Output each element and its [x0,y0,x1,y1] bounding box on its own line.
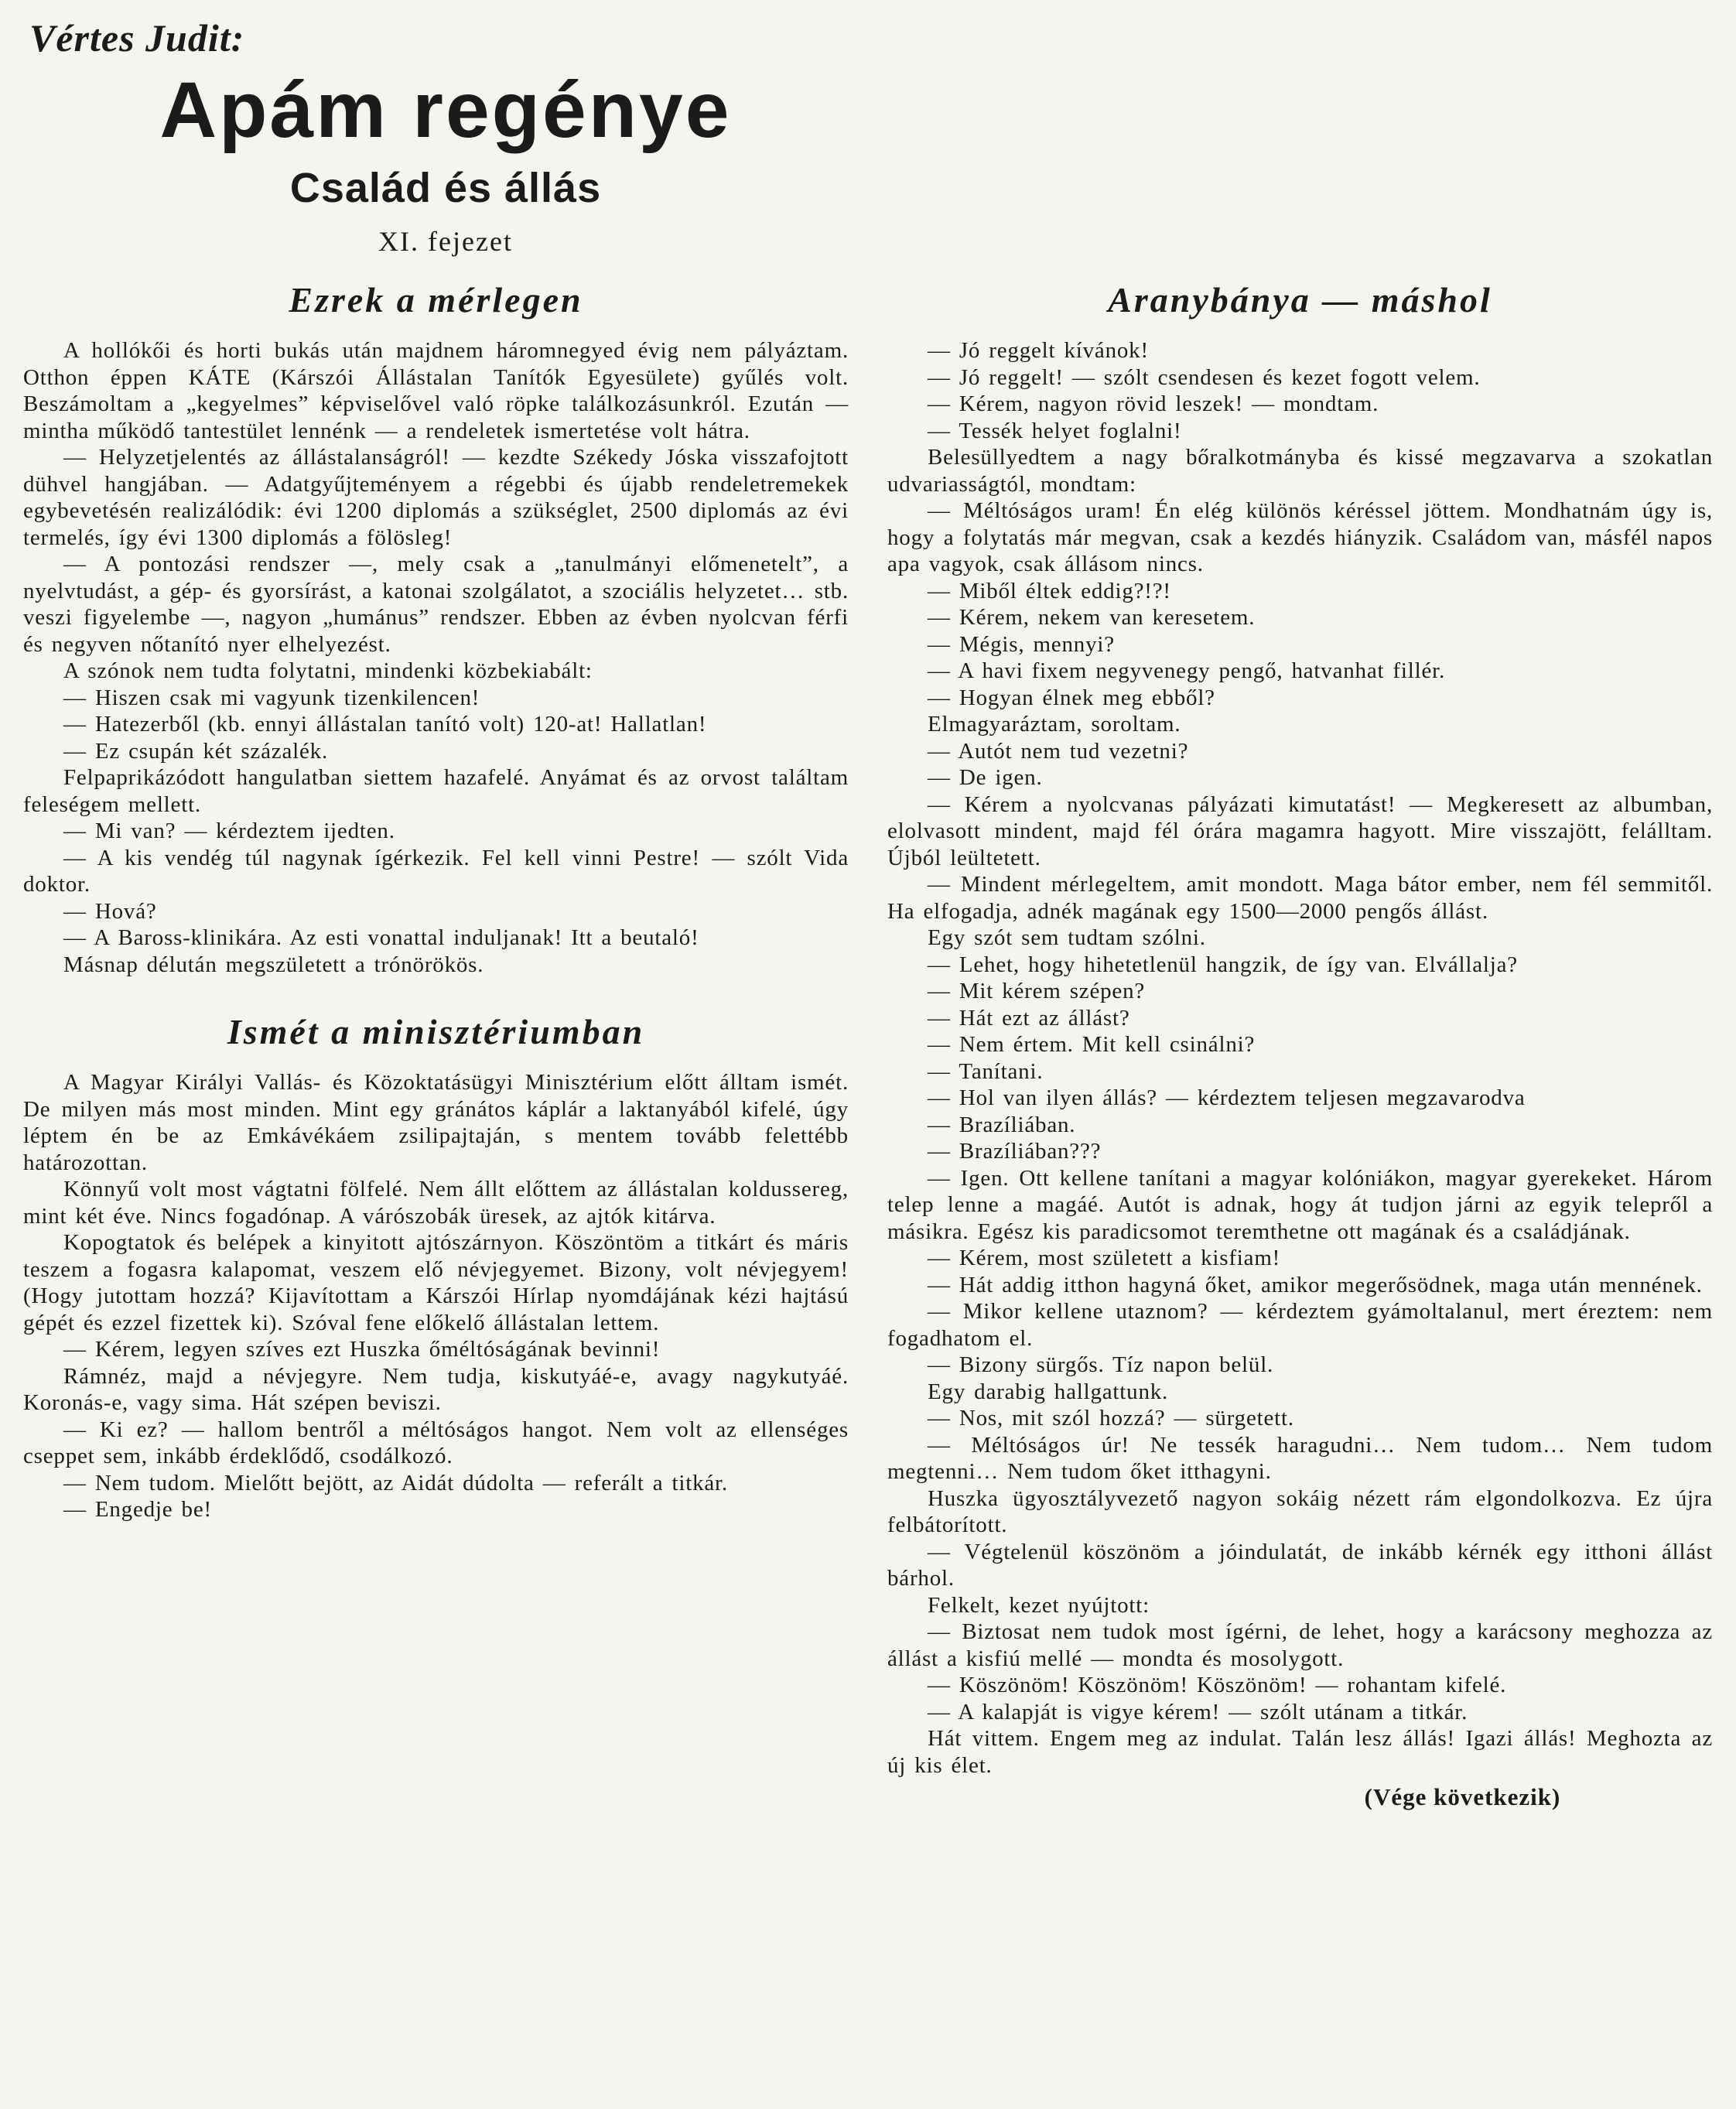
paragraph: — Hiszen csak mi vagyunk tizenkilencen! [63,685,480,710]
paragraph: — Mikor kellene utaznom? — kérdeztem gyámoltalanul, mert éreztem: nem fogadhatom el. [887,1299,1713,1351]
paragraph: Egy darabig hallgattunk. [928,1379,1169,1404]
paragraph: Elmagyaráztam, soroltam. [928,712,1181,737]
paragraph: — Nos, mit szól hozzá? — sürgetett. [928,1406,1294,1430]
section-ezrek-paragraphs [23,337,849,978]
paragraph: — Nem értem. Mit kell csinálni? [928,1032,1256,1057]
paragraph: — Jó reggelt kívánok! [928,338,1149,363]
paragraph: — Méltóságos uram! Én elég különös kéréssel jöttem. Mondhatnám úgy is, hogy a folytatás már megvan, csak a kezdés hiányzik. Családom van, másfél napos apa vagyok, csak állásom nincs. [887,498,1713,576]
paragraph: Kopogtatok és belépek a kinyitott ajtószárnyon. Köszöntöm a titkárt és máris teszem a fogasra kalapomat, veszem elő névjegyemet. Bizony, volt névjegyem! (Hogy jutottam hozzá? Kijavítottam a Kárszói Hírlap nyomdájának kézi hajtású gépét és ezzel fizettek ki). Szóval fene előkelő állástalan lettem. [23,1230,849,1335]
article-title-block [23,67,868,258]
paragraph: Egy szót sem tudtam szólni. [928,925,1206,950]
paragraph: — Engedje be! [63,1497,212,1522]
paragraph: A szónok nem tudta folytatni, mindenki közbekiabált: [63,658,593,683]
paragraph: — Kérem, nagyon rövid leszek! — mondtam. [928,391,1379,416]
paragraph: Huszka ügyosztályvezető nagyon sokáig nézett rám elgondolkozva. Ez újra felbátorított. [887,1485,1713,1537]
paragraph: Felkelt, kezet nyújtott: [928,1592,1150,1618]
paragraph: — A Baross-klinikára. Az esti vonattal induljanak! Itt a beutaló! [63,925,699,950]
paragraph: A hollókői és horti bukás után majdnem háromnegyed évig nem pályáztam. Otthon éppen KÁTE (Kárszói Állástalan Tanítók Egyesülete) gyűlés volt. Beszámoltam a „kegyelmes” képviselővel való röpke találkozásunkról. Ezután — mintha működő tantestület lennénk — a rendeletek ismertetése volt hátra. [23,338,849,443]
paragraph: — Biztosat nem tudok most ígérni, de lehet, hogy a karácsony meghozza az állást a kisfiú mellé — mondta és mosolygott. [887,1619,1713,1671]
paragraph: — De igen. [928,765,1043,790]
paragraph: — Mindent mérlegeltem, amit mondott. Maga bátor ember, nem fél semmitől. Ha elfogadja, adnék magának egy 1500—2000 pengős állást. [887,872,1713,924]
paragraph: — Mit kérem szépen? [928,979,1146,1003]
paragraph: — Végtelenül köszönöm a jóindulatát, de inkább kérnék egy itthoni állást bárhol. [887,1539,1713,1591]
paragraph: — A kalapját is vigye kérem! — szólt utánam a titkár. [928,1699,1468,1724]
section-heading-aranybanya-mashol: Aranybánya — máshol [1108,280,1492,320]
paragraph: — Jó reggelt! — szólt csendesen és kezet fogott velem. [928,364,1481,390]
paragraph: Könnyű volt most vágtatni fölfelé. Nem állt előttem az állástalan koldussereg, mint két éve. Nincs fogadónap. A várószobák üresek, az ajtók kitárva. [23,1177,849,1229]
paragraph: — A havi fixem negyvenegy pengő, hatvanhat fillér. [928,658,1446,683]
paragraph: — Hová? [63,898,157,924]
paragraph: A Magyar Királyi Vallás- és Közoktatásügyi Minisztérium előtt álltam ismét. De milyen más most minden. Mint egy gránátos káplár a laktanyából kifelé, úgy léptem én be az Emkávékáem zsilipajtaján, s mentem tovább felettébb határozottan. [23,1070,849,1175]
paragraph: Hát vittem. Engem meg az indulat. Talán lesz állás! Igazi állás! Meghozta az új kis élet. [887,1726,1713,1778]
paragraph: — Mégis, mennyi? [928,631,1115,657]
section-heading-ezrek-a-merlegen: Ezrek a mérlegen [289,280,583,320]
paragraph: — Hogyan élnek meg ebből? [928,685,1215,710]
paragraph: Felpaprikázódott hangulatban siettem hazafelé. Anyámat és az orvost találtam feleségem mellett. [23,765,849,817]
paragraph: — Tanítani. [928,1058,1044,1084]
paragraph: — Brazíliában. [928,1112,1076,1137]
paragraph: Másnap délután megszületett a trónörökös. [63,952,484,977]
paragraph: — Kérem a nyolcvanas pályázati kimutatást! — Megkeresett az albumban, elolvasott mindent, majd fél órára magamra hagyott. Mire visszajött, felálltam. Újból leültetett. [887,791,1713,870]
left-column [23,279,849,1523]
continuation-note: (Vége következik) [1364,1783,1561,1810]
paragraph: — Autót nem tud vezetni? [928,738,1189,764]
paragraph: — Miből éltek eddig?!?! [928,578,1171,603]
section-heading-ismet-a-miniszteriumban: Ismét a minisztériumban [227,1012,645,1051]
article-subtitle: Család és állás [289,165,602,211]
paragraph: — Hatezerből (kb. ennyi állástalan tanító volt) 120-at! Hallatlan! [63,712,707,737]
paragraph: — Brazíliában??? [928,1139,1102,1164]
paragraph: — A pontozási rendszer —, mely csak a „tanulmányi előmenetelt”, a nyelvtudást, a gép- és gyorsírást, a katonai szolgálatot, a szociális helyzetet… stb. veszi figyelembe —, nagyon „humánus” rendszer. Ebben az évben nyolcvan férfi és negyven nőtanító nyer elhelyezést. [23,552,849,657]
paragraph: Belesüllyedtem a nagy bőralkotmányba és kissé megzavarva a szokatlan udvariasságtól, mondtam: [887,445,1713,497]
paragraph: — Mi van? — kérdeztem ijedten. [63,819,395,843]
section-aranybanya-paragraphs [887,337,1713,1779]
paragraph: — Kérem, most született a kisfiam! [928,1246,1281,1270]
paragraph: — Kérem, legyen szíves ezt Huszka őméltóságának bevinni! [63,1337,661,1362]
chapter-label: XI. fejezet [378,226,513,257]
paragraph: — Hát addig itthon hagyná őket, amikor megerősödnek, maga után mennének. [928,1272,1703,1297]
paragraph: — Igen. Ott kellene tanítani a magyar kolóniákon, magyar gyerekeket. Három telep lenne a magáé. Autót is adnak, hogy át tudjon járni az egyik telepről a másikra. Egész kis paradicsomot teremthetne ott magának és a családjának. [887,1165,1713,1244]
paragraph: — Hol van ilyen állás? — kérdeztem teljesen megzavarodva [928,1085,1526,1110]
paragraph: — Ki ez? — hallom bentről a méltóságos hangot. Nem volt az ellenséges cseppet sem, inkább érdeklődő, csodálkozó. [23,1417,849,1468]
paragraph: — A kis vendég túl nagynak ígérkezik. Fel kell vinni Pestre! — szólt Vida doktor. [23,845,849,897]
paragraph: Rámnéz, majd a névjegyre. Nem tudja, kiskutyáé-e, avagy nagykutyáé. Koronás-e, vagy sima. Hát szépen beviszi. [23,1363,849,1415]
paragraph: — Bizony sürgős. Tíz napon belül. [928,1352,1274,1377]
article-title: Apám regénye [159,66,732,154]
article-columns [23,279,1713,1813]
paragraph: — Ez csupán két százalék. [63,738,328,764]
paragraph: — Kérem, nekem van keresetem. [928,605,1256,630]
paragraph: — Köszönöm! Köszönöm! Köszönöm! — rohantam kifelé. [928,1673,1507,1697]
paragraph: — Nem tudom. Mielőtt bejött, az Aidát dúdolta — referált a titkár. [63,1470,728,1495]
paragraph: — Tessék helyet foglalni! [928,418,1182,443]
paragraph: — Helyzetjelentés az állástalanságról! — kezdte Székedy Jóska visszafojtott dühvel hangjában. — Adatgyűjteményem a régebbi és újabb rendeletremekek egybevetésén realizálódik: évi 1200 diplomás a szükséglet, 2500 diplomás az évi termelés, így évi 1300 diplomás a fölösleg! [23,445,849,550]
section-miniszterium-paragraphs [23,1069,849,1523]
paragraph: — Hát ezt az állást? [928,1005,1130,1031]
paragraph: — Lehet, hogy hihetetlenül hangzik, de így van. Elvállalja? [928,952,1518,977]
paragraph: — Méltóságos úr! Ne tessék haragudni… Nem tudom… Nem tudom megtenni… Nem tudom őket itthagyni. [887,1432,1713,1484]
right-column [887,279,1713,1813]
author-byline: Vértes Judit: [29,16,245,60]
